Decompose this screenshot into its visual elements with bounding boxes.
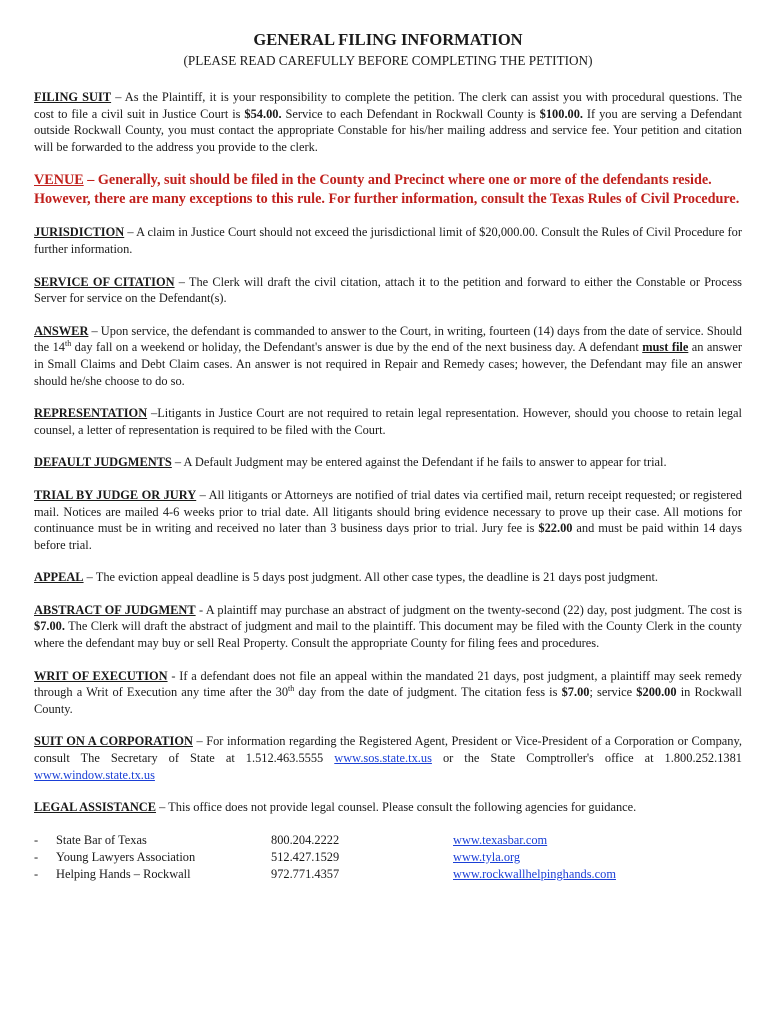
section-text: - If a defendant does not file an appeal within the mandated 21 days, post judgment, a plaintiff may seek remedy through a Writ of Execution any time after the 30 — [34, 668, 742, 700]
section-text: – Upon service, the defendant is commanded to answer to the Court, in writing, fourteen (14) days from the date of service. Should the 14 — [34, 323, 742, 355]
section-heading: TRIAL BY JUDGE OR JURY — [34, 487, 197, 502]
must-file-emphasis: must file — [642, 340, 689, 355]
section-text: – Generally, suit should be filed in the County and Precinct where one or more of the defendants reside. However, there are many exceptions to this rule. For further information, consult the Texas Rules of Civil Procedure. — [34, 172, 740, 207]
section-heading: VENUE — [34, 172, 84, 189]
section-heading: REPRESENTATION — [34, 406, 148, 421]
list-item — [34, 866, 742, 883]
list-bullet: - — [34, 866, 39, 881]
superscript: th — [64, 339, 72, 349]
section-writ-of-execution — [34, 668, 742, 718]
section-text: day from the date of judgment. The citation fess is — [294, 685, 562, 700]
section-text: day fall on a weekend or holiday, the Defendant's answer is due by the end of the next business day. A defendant — [71, 340, 643, 355]
list-bullet: - — [34, 849, 39, 864]
section-text: – A Default Judgment may be entered against the Defendant if he fails to answer to appear for trial. — [171, 455, 667, 470]
section-heading: WRIT OF EXECUTION — [34, 668, 168, 683]
section-text: ; service — [589, 685, 637, 700]
section-default-judgments — [34, 454, 742, 471]
section-appeal — [34, 569, 742, 586]
section-filing-suit — [34, 89, 742, 155]
section-text: If you are serving a Defendant outside Rockwall County, you must contact the appropriate Constable for his/her mailing address and service fee. Your petition and citation will be forwarded to the address you provide to the clerk. — [34, 106, 742, 154]
comptroller-link[interactable]: www.window.state.tx.us — [34, 767, 155, 782]
section-text: – The Clerk will draft the civil citation, attach it to the petition and forward to either the Constable or Process Server for service on the Defendant(s). — [34, 274, 742, 306]
section-heading: LEGAL ASSISTANCE — [34, 800, 157, 815]
page-subtitle: (PLEASE READ CAREFULLY BEFORE COMPLETING THE PETITION) — [183, 53, 593, 68]
section-legal-assistance — [34, 799, 742, 816]
citation-fee: $7.00 — [561, 685, 590, 700]
section-text: – A claim in Justice Court should not exceed the jurisdictional limit of $20,000.00. Consult the Rules of Civil Procedure for further information. — [34, 225, 742, 256]
filing-fee: $54.00. — [244, 106, 282, 121]
section-heading: SUIT ON A CORPORATION — [34, 734, 193, 749]
document-page — [34, 30, 742, 883]
section-text: and must be paid within 14 days before trial. — [34, 521, 742, 552]
agency-name: Young Lawyers Association — [56, 849, 196, 864]
section-representation — [34, 405, 742, 438]
section-text: an answer in Small Claims and Debt Claim cases. An answer is not required in Repair and Remedy cases; however, the Defendant may file an answer should he/she choose to do so. — [34, 340, 742, 388]
section-text: in Rockwall County. — [34, 685, 742, 716]
section-jurisdiction — [34, 224, 742, 257]
agency-phone: 512.427.1529 — [271, 849, 340, 864]
agency-name: Helping Hands – Rockwall — [56, 866, 191, 881]
section-heading: SERVICE OF CITATION — [34, 274, 175, 289]
agency-link[interactable]: www.texasbar.com — [453, 832, 548, 847]
section-text: - A plaintiff may purchase an abstract of judgment on the twenty-second (22) day, post judgment. The cost is — [195, 602, 742, 617]
section-heading: APPEAL — [34, 570, 84, 585]
page-title: GENERAL FILING INFORMATION — [253, 30, 523, 49]
abstract-fee: $7.00. — [34, 619, 65, 634]
section-text: – The eviction appeal deadline is 5 days post judgment. All other case types, the deadline is 21 days post judgment. — [83, 570, 659, 585]
service-fee: $100.00. — [539, 106, 584, 121]
superscript: th — [288, 684, 295, 694]
section-answer — [34, 323, 742, 389]
section-suit-on-corporation — [34, 733, 742, 783]
jury-fee: $22.00 — [538, 521, 573, 536]
agency-phone: 972.771.4357 — [271, 866, 340, 881]
agency-link[interactable]: www.tyla.org — [453, 849, 521, 864]
section-heading: DEFAULT JUDGMENTS — [34, 455, 172, 470]
section-text: or the State Comptroller's office at 1.800.252.1381 — [431, 751, 743, 766]
section-text: – As the Plaintiff, it is your responsibility to complete the petition. The clerk can assist you with procedural questions. The cost to file a civil suit in Justice Court is — [34, 90, 742, 121]
section-text: –Litigants in Justice Court are not required to retain legal representation. However, should you choose to retain legal counsel, a letter of representation is required to be filed with the Court. — [34, 406, 742, 437]
section-text: – This office does not provide legal counsel. Please consult the following agencies for guidance. — [156, 800, 637, 815]
agency-link[interactable]: www.rockwallhelpinghands.com — [453, 866, 616, 881]
agency-name: State Bar of Texas — [56, 832, 147, 847]
section-text: – For information regarding the Registered Agent, President or Vice-President of a Corporation or Company, consult The Secretary of State at 1.512.463.5555 — [34, 734, 742, 766]
list-item — [34, 832, 742, 849]
sos-link[interactable]: www.sos.state.tx.us — [334, 751, 432, 766]
section-text: – All litigants or Attorneys are notified of trial dates via certified mail, return receipt requested; or registered mail. Notices are mailed 4-6 weeks prior to trial date. All litigants should bring evidence necessary to prove up their case. All motions for continuance must be in writing and received no later than 3 business days prior to trial. Jury fee is — [34, 487, 743, 536]
section-venue — [34, 171, 742, 208]
writ-service-fee: $200.00 — [636, 685, 677, 700]
section-service-of-citation — [34, 274, 742, 307]
section-text: The Clerk will draft the abstract of judgment and mail to the plaintiff. This document may be filed with the County Clerk in the county where the defendant may buy or sell Real Property. Consult the appropriate County for filing fees and procedures. — [34, 619, 742, 651]
list-bullet: - — [34, 832, 39, 847]
section-heading: ANSWER — [34, 323, 89, 338]
section-trial — [34, 487, 742, 553]
section-abstract-of-judgment — [34, 602, 742, 652]
section-heading: JURISDICTION — [34, 225, 125, 240]
agency-phone: 800.204.2222 — [271, 832, 340, 847]
section-text: Service to each Defendant in Rockwall County is — [281, 106, 540, 121]
list-item — [34, 849, 742, 866]
section-heading: FILING SUIT — [34, 90, 112, 104]
section-heading: ABSTRACT OF JUDGMENT — [34, 602, 196, 617]
agency-list — [34, 832, 742, 883]
